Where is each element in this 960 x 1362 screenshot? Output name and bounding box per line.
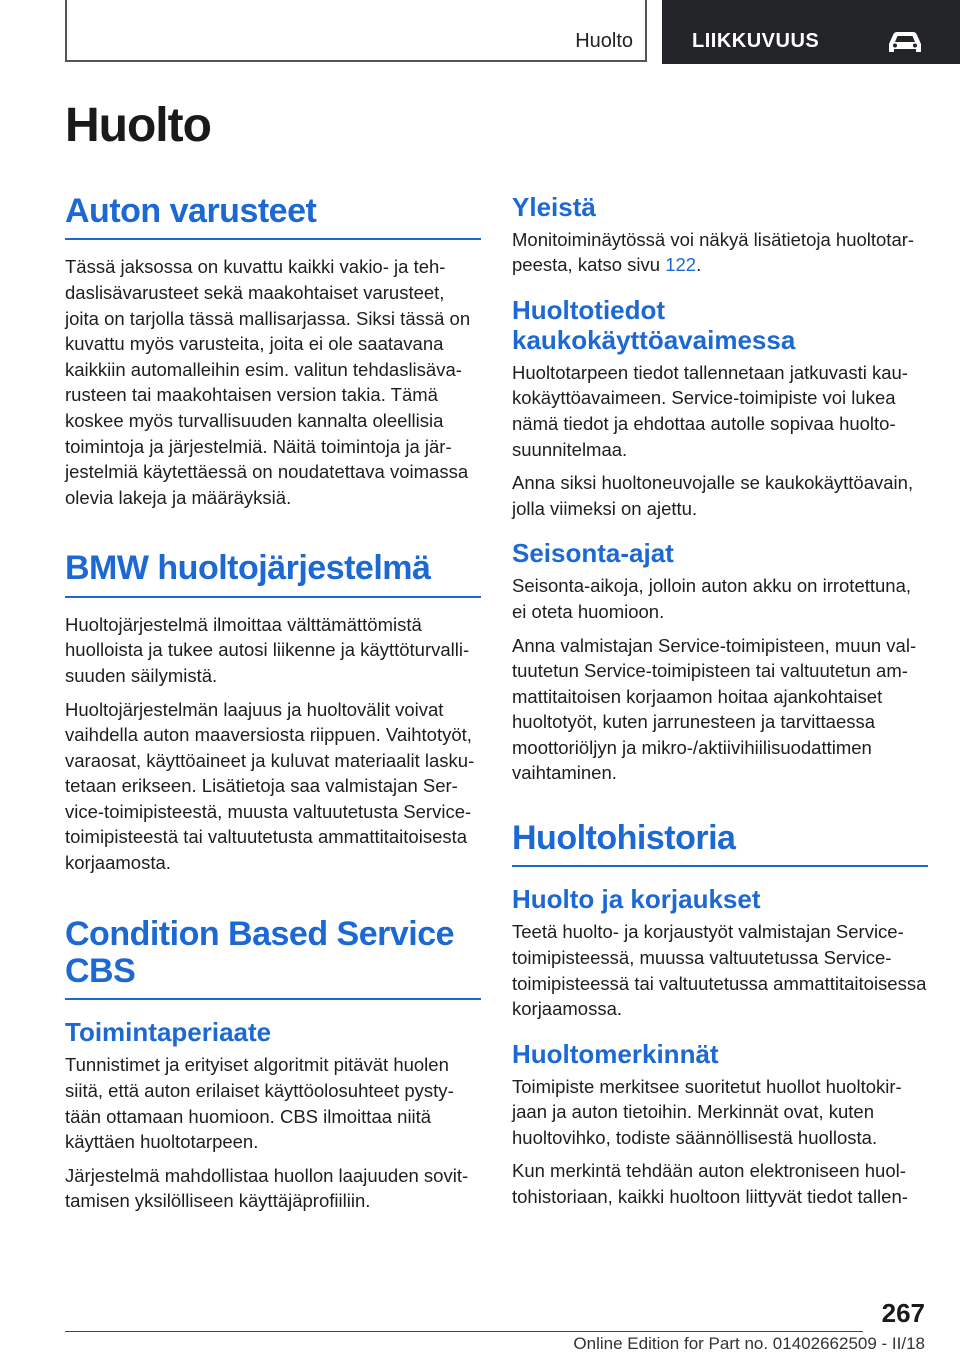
header-section-title: Huolto <box>575 30 633 52</box>
header-frame <box>65 0 647 62</box>
paragraph: Tunnistimet ja erityiset algoritmit pitävät huolen siitä, että auton erilaiset käyttöolosuhteet pystytään ottamaan huomioon. CBS ilmoittaa niitä käyttäen huoltotarpeen. <box>65 1054 454 1153</box>
footer-edition: Online Edition for Part no. 01402662509 - II/18 <box>573 1334 925 1353</box>
subsection-title-seisonta-ajat: Seisonta-ajat <box>512 538 674 569</box>
section-title-bmw-huoltojarjestelma: BMW huoltojärjestelmä <box>65 550 481 597</box>
section-title-auton-varusteet: Auton varusteet <box>65 193 481 240</box>
subsection-title-huoltomerkinnat: Huoltomerkinnät <box>512 1038 719 1069</box>
paragraph: Anna siksi huoltoneuvojalle se kaukokäyttöavain, jolla viimeksi on ajettu. <box>512 472 914 519</box>
subsection-title-huolto-ja-korjaukset: Huolto ja korjaukset <box>512 884 761 915</box>
section-title-huoltohistoria: Huoltohistoria <box>512 820 928 867</box>
paragraph: Anna valmistajan Service-toimipisteen, muun valtuutetun Service-toimipisteen tai valtuutetun ammattitaitoisen korjaamon hoitaa ajankohtaiset huoltotyöt, kuten jarrunesteen ja tarvittaessa moottoriöljyn ja mikro-/aktiivihiilisuodattimen vaihtaminen. <box>512 634 917 784</box>
paragraph: Seisonta-aikoja, jolloin auton akku on irrotettuna, ei oteta huomioon. <box>512 575 912 622</box>
paragraph: Kun merkintä tehdään auton elektroniseen huoltohistoriaan, kaikki huoltoon liittyvät tiedot tallen- <box>512 1160 908 1207</box>
subsection-title-yleista: Yleistä <box>512 192 596 222</box>
footer-divider <box>65 1331 863 1332</box>
paragraph: Huoltojärjestelmän laajuus ja huoltovälit voivat vaihdella auton maaversiosta riippuen. Vaihtotyöt, varaosat, käyttöaineet ja kuluvat materiaalit laskutetaan erikseen. Lisätietoja saa valmistajan Service-toimipisteestä, muusta valtuutetusta Service-toimipisteestä tai valtuutetusta ammattitaitoisesta korjaamosta. <box>65 698 475 874</box>
section-title-cbs: Condition Based Service CBS <box>65 916 481 1001</box>
paragraph: Toimipiste merkitsee suoritetut huollot huoltokirjaan ja auton tietoihin. Merkinnät ovat, kuten huoltovihko, todiste säännöllisestä huollosta. <box>512 1075 902 1148</box>
paragraph <box>512 227 928 278</box>
paragraph-end: . <box>696 254 702 276</box>
page-reference-link[interactable]: 122 <box>665 254 697 276</box>
subsection-title-toimintaperiaate: Toimintaperiaate <box>65 1017 272 1048</box>
page-number: 267 <box>881 1298 925 1328</box>
car-icon <box>885 26 925 56</box>
left-column <box>65 193 481 1222</box>
paragraph: Huoltojärjestelmä ilmoittaa välttämättömistä huolloista ja tukee autosi liikenne ja käyttöturvallisuuden säilymistä. <box>65 613 470 686</box>
paragraph-text: Monitoiminäytössä voi näkyä lisätietoja huoltotarpeesta, katso sivu <box>512 228 915 276</box>
header-chapter-label: LIIKKUVUUS <box>692 30 820 52</box>
right-column <box>512 193 928 1218</box>
page-title: Huolto <box>65 99 211 152</box>
paragraph: Järjestelmä mahdollistaa huollon laajuuden sovittamisen yksilölliseen käyttäjäprofiiliin. <box>65 1164 469 1212</box>
paragraph: Teetä huolto- ja korjaustyöt valmistajan Service-toimipisteessä, muussa valtuutetussa Service-toimipisteessä tai valtuutetussa ammattitaitoisessa korjaamossa. <box>512 921 927 1020</box>
paragraph: Tässä jaksossa on kuvattu kaikki vakio- ja tehdaslisävarusteet sekä maakohtaiset varusteet, joita on tarjolla tässä mallisarjassa. Siksi tässä on kuvattu myös varusteita, joita ei ole saatavana kaikkiin automalleihin esim. valitun tehdaslisävarusteen tai maakohtaisen version takia. Tämä koskee myös turvallisuuden kannalta oleellisia toimintoja ja järjestelmiä. Näitä toimintoja ja järjestelmiä käytettäessä on noudatettava voimassa olevia lakeja ja määräyksiä. <box>65 256 471 508</box>
paragraph: Huoltotarpeen tiedot tallennetaan jatkuvasti kaukokäyttöavaimeen. Service-toimipiste voi lukea nämä tiedot ja ehdottaa autolle sopivaa huoltosuunnitelmaa. <box>512 361 908 460</box>
subsection-title-huoltotiedot: Huoltotiedot kaukokäyttöavaimessa <box>512 295 796 355</box>
